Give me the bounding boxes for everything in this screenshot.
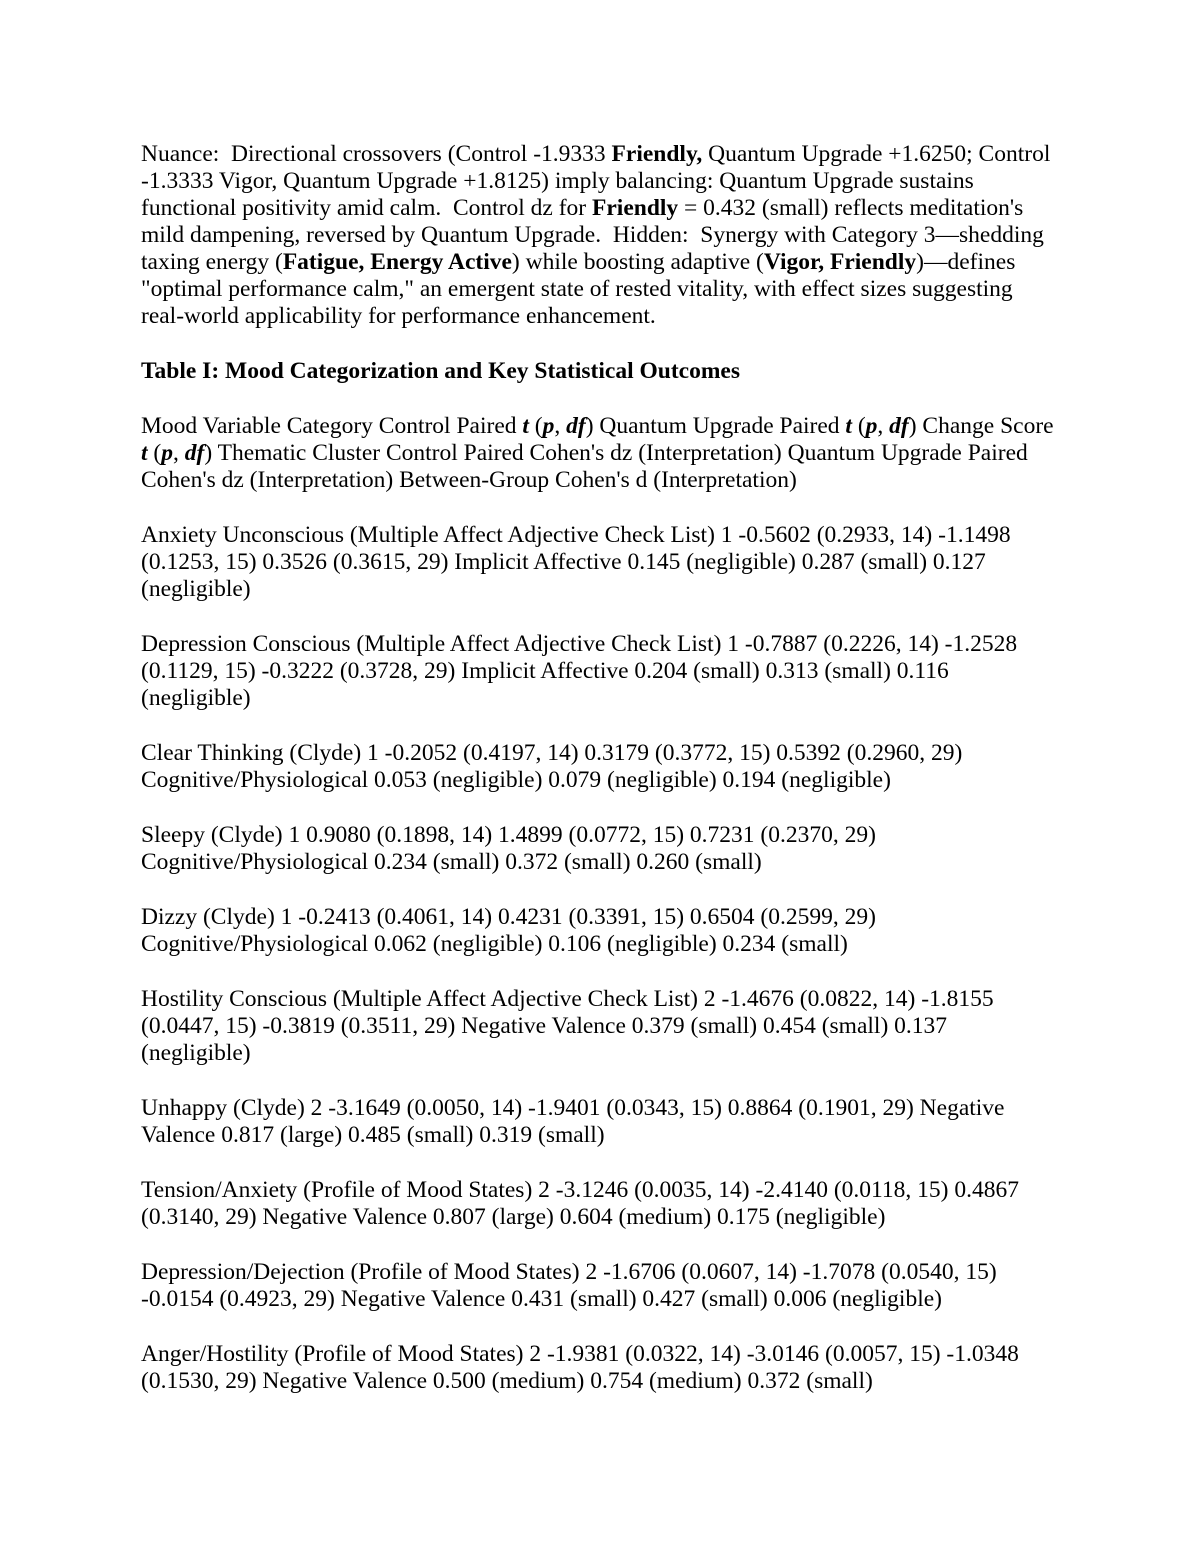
text-segment: ( [147, 440, 162, 466]
table-row-paragraph: Tension/Anxiety (Profile of Mood States) 2 -3.1246 (0.0035, 14) -2.4140 (0.0118, 15) 0.4867 (0.3140, 29) Negative Valence 0.807 (large) 0.604 (medium) 0.175 (negligible) [141, 1177, 1025, 1230]
text-segment: Fatigue, Energy Active [282, 249, 512, 275]
text-segment: p [161, 440, 173, 466]
text-segment: ) Quantum Upgrade Paired [585, 413, 846, 439]
table-row-paragraph: Hostility Conscious (Multiple Affect Adjective Check List) 2 -1.4676 (0.0822, 14) -1.8155 (0.0447, 15) -0.3819 (0.3511, 29) Negative Valence 0.379 (small) 0.454 (small) 0.137 (negligible) [141, 986, 1000, 1066]
text-segment: ( [851, 413, 866, 439]
table-row-paragraph: Anxiety Unconscious (Multiple Affect Adjective Check List) 1 -0.5602 (0.2933, 14) -1.1498 (0.1253, 15) 0.3526 (0.3615, 29) Implicit Affective 0.145 (negligible) 0.287 (small) 0.127 (negligible) [141, 522, 1017, 602]
table-header-paragraph [141, 413, 1059, 494]
text-segment: t [522, 413, 529, 439]
text-segment: df [184, 440, 205, 466]
text-segment: ( [528, 413, 543, 439]
text-segment: , [877, 413, 890, 439]
text-segment: ) while boosting adaptive ( [511, 249, 764, 275]
table-row-paragraph: Anger/Hostility (Profile of Mood States) 2 -1.9381 (0.0322, 14) -3.0146 (0.0057, 15) -1.0348 (0.1530, 29) Negative Valence 0.500 (medium) 0.754 (medium) 0.372 (small) [141, 1341, 1025, 1394]
text-segment: Nuance: Directional crossovers (Control -1.9333 [141, 141, 612, 167]
text-segment: Friendly [592, 195, 679, 221]
nuance-paragraph [141, 141, 1059, 330]
text-segment: Friendly, [611, 141, 703, 167]
text-segment: p [542, 413, 555, 439]
table-heading: Table I: Mood Categorization and Key Statistical Outcomes [141, 358, 740, 384]
text-segment: Mood Variable Category Control Paired [141, 413, 523, 439]
text-segment: Quantum Upgrade +1.6250; Control -1.3333 Vigor, Quantum Upgrade +1.8125) imply balancing: Quantum Upgrade sustains functional positivity amid calm. Control dz for [141, 141, 1057, 221]
text-segment: ) Change Score [908, 413, 1060, 439]
text-segment: , [554, 413, 567, 439]
text-segment: )—defines "optimal performance calm," an emergent state of rested vitality, with effect sizes suggesting real-world applicability for performance enhancement. [141, 249, 1022, 329]
text-segment: ) Thematic Cluster Control Paired Cohen's dz (Interpretation) Quantum Upgrade Paired Cohen's dz (Interpretation) Between-Group Cohen's d (Interpretation) [141, 440, 1034, 493]
table-row-paragraph: Depression/Dejection (Profile of Mood States) 2 -1.6706 (0.0607, 14) -1.7078 (0.0540, 15) -0.0154 (0.4923, 29) Negative Valence 0.431 (small) 0.427 (small) 0.006 (negligible) [141, 1259, 1003, 1312]
text-segment: df [889, 413, 909, 439]
table-row-paragraph: Clear Thinking (Clyde) 1 -0.2052 (0.4197, 14) 0.3179 (0.3772, 15) 0.5392 (0.2960, 29) Cognitive/Physiological 0.053 (negligible) 0.079 (negligible) 0.194 (negligible) [141, 740, 969, 793]
table-row-paragraph: Sleepy (Clyde) 1 0.9080 (0.1898, 14) 1.4899 (0.0772, 15) 0.7231 (0.2370, 29) Cognitive/Physiological 0.234 (small) 0.372 (small) 0.260 (small) [141, 822, 882, 875]
text-segment: , [172, 440, 185, 466]
table-row-paragraph: Unhappy (Clyde) 2 -3.1649 (0.0050, 14) -1.9401 (0.0343, 15) 0.8864 (0.1901, 29) Negative Valence 0.817 (large) 0.485 (small) 0.319 (small) [141, 1095, 1010, 1148]
table-row-paragraph: Depression Conscious (Multiple Affect Adjective Check List) 1 -0.7887 (0.2226, 14) -1.2528 (0.1129, 15) -0.3222 (0.3728, 29) Implicit Affective 0.204 (small) 0.313 (small) 0.116 (negligible) [141, 631, 1023, 711]
table-row-paragraph: Dizzy (Clyde) 1 -0.2413 (0.4061, 14) 0.4231 (0.3391, 15) 0.6504 (0.2599, 29) Cognitive/Physiological 0.062 (negligible) 0.106 (negligible) 0.234 (small) [141, 904, 882, 957]
text-segment: = 0.432 (small) reflects meditation's mild dampening, reversed by Quantum Upgrade. Hidden: Synergy with Category 3—shedding taxing energy ( [141, 195, 1050, 275]
text-segment: t [141, 440, 148, 466]
text-segment: df [566, 413, 586, 439]
text-segment: Vigor, Friendly [763, 249, 917, 275]
text-segment: t [845, 413, 852, 439]
text-segment: p [865, 413, 878, 439]
